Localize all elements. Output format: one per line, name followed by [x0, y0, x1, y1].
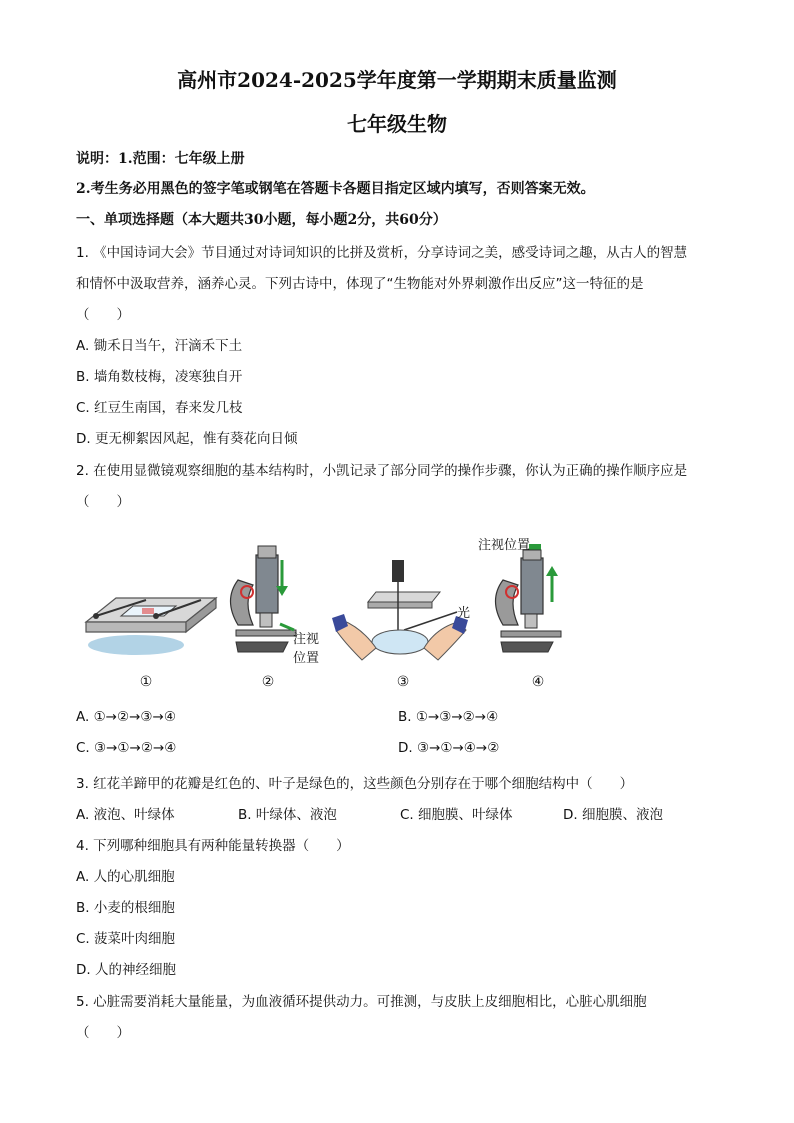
question-4-option-c: C. 菠菜叶肉细胞 [76, 931, 176, 947]
instruction-answer-rules: 2.考生务必用黑色的签字笔或钢笔在答题卡各题目指定区域内填写，否则答案无效。 [76, 181, 595, 197]
question-1-option-d: D. 更无柳絮因风起，惟有葵花向日倾 [76, 431, 298, 447]
exam-subtitle: 七年级生物 [347, 112, 447, 136]
instruction-scope: 说明：1.范围：七年级上册 [76, 151, 245, 167]
question-2-option-a: A. ①→②→③→④ [76, 709, 176, 725]
label-gaze-side-1: 注视 [293, 632, 320, 647]
figure-label-2: ② [261, 674, 275, 690]
question-5-blank: （ ） [76, 1025, 130, 1041]
figure-step-3-adjust-mirror [332, 530, 472, 670]
question-3-line-1: 3. 红花羊蹄甲的花瓣是红色的、叶子是绿色的，这些颜色分别存在于哪个细胞结构中（ ） [76, 776, 634, 792]
figure-label-1: ① [139, 674, 153, 690]
question-3-option-c: C. 细胞膜、叶绿体 [400, 807, 513, 823]
question-1-option-a: A. 锄禾日当午，汗滴禾下土 [76, 338, 243, 354]
question-1-option-c: C. 红豆生南国，春来发几枝 [76, 400, 243, 416]
exam-title: 高州市2024-2025学年度第一学期期末质量监测 [177, 68, 617, 92]
question-1-option-b: B. 墙角数枝梅，凌寒独自开 [76, 369, 243, 385]
question-2-option-c: C. ③→①→②→④ [76, 740, 177, 756]
question-5-line-1: 5. 心脏需要消耗大量能量，为血液循环提供动力。可推测，与皮肤上皮细胞相比，心脏心肌细胞 [76, 994, 647, 1010]
question-2-line-1: 2. 在使用显微镜观察细胞的基本结构时，小凯记录了部分同学的操作步骤，你认为正确的操作顺序应是 [76, 463, 688, 479]
question-1-line-2: 和情怀中汲取营养，涵养心灵。下列古诗中，体现了“生物能对外界刺激作出反应”这一特征的是 [76, 276, 644, 292]
question-2-blank: （ ） [76, 494, 130, 510]
question-2-option-b: B. ①→③→②→④ [398, 709, 499, 725]
question-4-option-a: A. 人的心肌细胞 [76, 869, 175, 885]
figure-step-1-slide-on-stage [76, 530, 221, 665]
question-4-line-1: 4. 下列哪种细胞具有两种能量转换器（ ） [76, 838, 350, 854]
question-4-option-d: D. 人的神经细胞 [76, 962, 176, 978]
question-4-option-b: B. 小麦的根细胞 [76, 900, 175, 916]
label-gaze-top: 注视位置 [478, 538, 531, 553]
question-1-line-1: 1. 《中国诗词大会》节目通过对诗词知识的比拼及赏析，分享诗词之美，感受诗词之趣，从古人的智慧 [76, 245, 688, 261]
question-3-option-a: A. 液泡、叶绿体 [76, 807, 175, 823]
question-1-blank: （ ） [76, 307, 130, 323]
section-heading: 一、单项选择题（本大题共30小题，每小题2分，共60分） [76, 212, 447, 228]
question-3-option-d: D. 细胞膜、液泡 [563, 807, 663, 823]
label-light: 光 [457, 606, 471, 621]
question-3-option-b: B. 叶绿体、液泡 [238, 807, 337, 823]
figure-label-4: ④ [531, 674, 545, 690]
figure-label-3: ③ [396, 674, 410, 690]
question-2-option-d: D. ③→①→④→② [398, 740, 500, 756]
label-gaze-side-2: 位置 [293, 651, 320, 666]
